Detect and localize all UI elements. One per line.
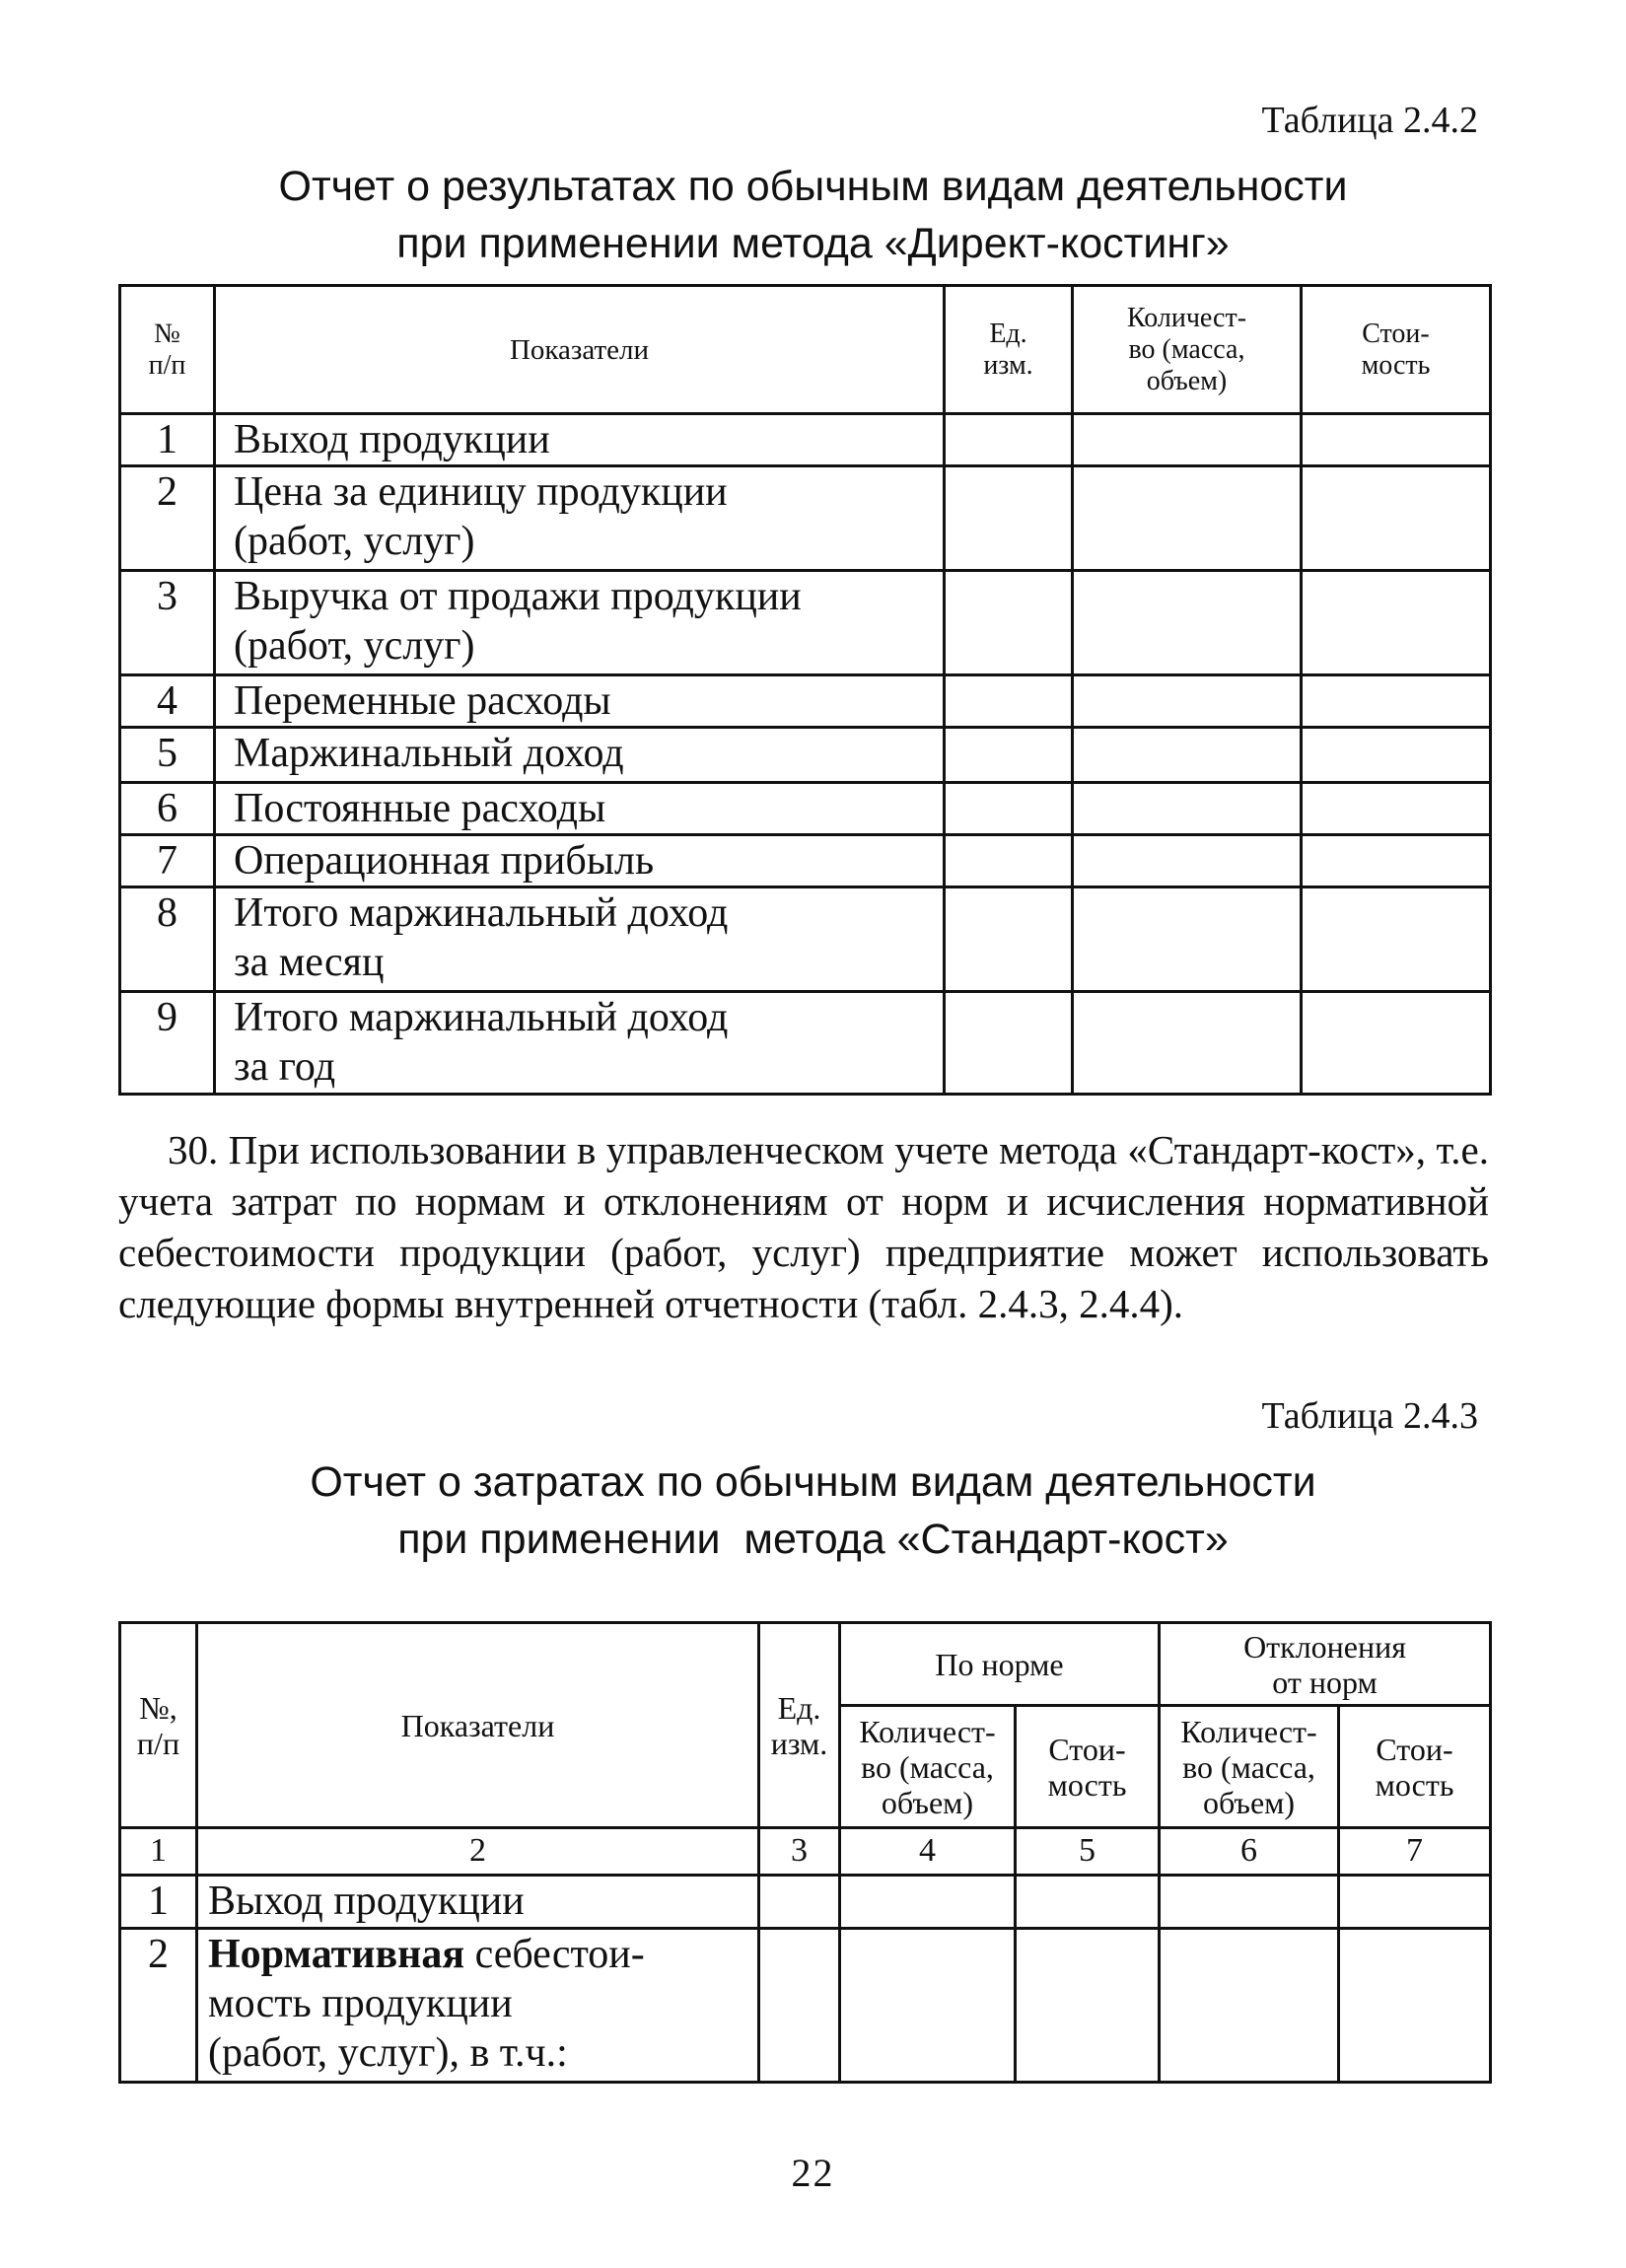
table-2-title-line-2: при применении метода «Стандарт-кост» bbox=[397, 1516, 1229, 1563]
body-paragraph: 30. При использовании в управленческом учете метода «Стандарт-кост», т.е. учета затрат по нормам и отклонениям от норм и исчисления нормативной себестоимости продукции (работ, услуг) предприятие может использовать следующие формы внутренней отчетности (табл. 2.4.3, 2.4.4). bbox=[118, 1127, 1489, 1326]
column-number: 6 bbox=[1160, 1828, 1339, 1876]
header-norm-cost: Стои- мость bbox=[1016, 1706, 1160, 1828]
row-norm-cost-cell bbox=[1016, 1876, 1160, 1929]
row-cost-cell bbox=[1302, 571, 1491, 675]
row-number: 9 bbox=[120, 992, 215, 1095]
table-2-title bbox=[0, 1453, 1626, 1568]
standard-cost-report-table bbox=[118, 1621, 1492, 2084]
page-number: 22 bbox=[791, 2151, 835, 2195]
table-2-title-line-1: Отчет о затратах по обычным видам деятельности bbox=[310, 1458, 1316, 1506]
row-number: 6 bbox=[120, 783, 215, 835]
row-cost-cell bbox=[1302, 466, 1491, 571]
row-quantity-cell bbox=[1073, 466, 1302, 571]
row-indicator: Переменные расходы bbox=[215, 675, 945, 728]
column-number: 3 bbox=[759, 1828, 840, 1876]
table-row bbox=[120, 835, 1491, 887]
header-num: №, п/п bbox=[120, 1623, 197, 1828]
table-2-label: Таблица 2.4.3 bbox=[1261, 1395, 1478, 1437]
row-dev-quantity-cell bbox=[1160, 1876, 1339, 1929]
row-norm-quantity-cell bbox=[840, 1929, 1016, 2083]
header-dev-cost: Стои- мость bbox=[1339, 1706, 1491, 1828]
header-by-norm: По норме bbox=[840, 1623, 1160, 1706]
row-quantity-cell bbox=[1073, 992, 1302, 1095]
table-1-title bbox=[0, 158, 1626, 272]
row-number: 3 bbox=[120, 571, 215, 675]
column-number: 5 bbox=[1016, 1828, 1160, 1876]
column-number-row bbox=[120, 1828, 1491, 1876]
row-number: 1 bbox=[120, 1876, 197, 1929]
row-unit-cell bbox=[945, 887, 1073, 992]
table-1-header-row bbox=[120, 286, 1491, 414]
table-row bbox=[120, 414, 1491, 466]
row-indicator bbox=[197, 1929, 759, 2083]
table-2-header-row-1 bbox=[120, 1623, 1491, 1706]
header-cost: Стои- мость bbox=[1302, 286, 1491, 414]
row-quantity-cell bbox=[1073, 571, 1302, 675]
table-row bbox=[120, 783, 1491, 835]
table-row bbox=[120, 571, 1491, 675]
table-row bbox=[120, 675, 1491, 728]
row-indicator: Выход продукции bbox=[197, 1876, 759, 1929]
row-unit-cell bbox=[945, 571, 1073, 675]
row-number: 7 bbox=[120, 835, 215, 887]
row-unit-cell bbox=[945, 728, 1073, 783]
header-indicators: Показатели bbox=[197, 1623, 759, 1828]
row-indicator: Итого маржинальный доход за месяц bbox=[215, 887, 945, 992]
header-unit: Ед. изм. bbox=[945, 286, 1073, 414]
header-deviations: Отклонения от норм bbox=[1160, 1623, 1491, 1706]
header-num: № п/п bbox=[120, 286, 215, 414]
row-quantity-cell bbox=[1073, 728, 1302, 783]
row-quantity-cell bbox=[1073, 783, 1302, 835]
row-dev-cost-cell bbox=[1339, 1929, 1491, 2083]
direct-costing-report-table bbox=[118, 284, 1492, 1096]
row-cost-cell bbox=[1302, 887, 1491, 992]
row-unit-cell bbox=[759, 1929, 840, 2083]
row-unit-cell bbox=[759, 1876, 840, 1929]
row-number: 2 bbox=[120, 1929, 197, 2083]
column-number: 7 bbox=[1339, 1828, 1491, 1876]
row-number: 4 bbox=[120, 675, 215, 728]
row-number: 8 bbox=[120, 887, 215, 992]
header-norm-quantity: Количест- во (масса, объем) bbox=[840, 1706, 1016, 1828]
row-indicator: Итого маржинальный доход за год bbox=[215, 992, 945, 1095]
row-unit-cell bbox=[945, 414, 1073, 466]
row-unit-cell bbox=[945, 783, 1073, 835]
row-number: 5 bbox=[120, 728, 215, 783]
row-indicator: Маржинальный доход bbox=[215, 728, 945, 783]
row-quantity-cell bbox=[1073, 414, 1302, 466]
row-indicator: Цена за единицу продукции (работ, услуг) bbox=[215, 466, 945, 571]
header-indicators: Показатели bbox=[215, 286, 945, 414]
column-number: 1 bbox=[120, 1828, 197, 1876]
row-cost-cell bbox=[1302, 835, 1491, 887]
row-indicator-bold: Нормативная bbox=[208, 1932, 465, 1977]
table-row bbox=[120, 728, 1491, 783]
row-indicator: Постоянные расходы bbox=[215, 783, 945, 835]
table-row bbox=[120, 1929, 1491, 2083]
row-indicator: Выручка от продажи продукции (работ, услуг) bbox=[215, 571, 945, 675]
row-quantity-cell bbox=[1073, 675, 1302, 728]
row-number: 2 bbox=[120, 466, 215, 571]
row-norm-cost-cell bbox=[1016, 1929, 1160, 2083]
row-unit-cell bbox=[945, 835, 1073, 887]
row-unit-cell bbox=[945, 466, 1073, 571]
row-cost-cell bbox=[1302, 675, 1491, 728]
row-dev-cost-cell bbox=[1339, 1876, 1491, 1929]
row-indicator: Выход продукции bbox=[215, 414, 945, 466]
row-cost-cell bbox=[1302, 992, 1491, 1095]
column-number: 4 bbox=[840, 1828, 1016, 1876]
header-unit: Ед. изм. bbox=[759, 1623, 840, 1828]
table-row bbox=[120, 992, 1491, 1095]
column-number: 2 bbox=[197, 1828, 759, 1876]
table-row bbox=[120, 466, 1491, 571]
row-quantity-cell bbox=[1073, 887, 1302, 992]
row-unit-cell bbox=[945, 675, 1073, 728]
row-dev-quantity-cell bbox=[1160, 1929, 1339, 2083]
row-norm-quantity-cell bbox=[840, 1876, 1016, 1929]
row-unit-cell bbox=[945, 992, 1073, 1095]
table-row bbox=[120, 1876, 1491, 1929]
row-cost-cell bbox=[1302, 783, 1491, 835]
row-indicator-rest: себестои- мость продукции (работ, услуг), в т.ч.: bbox=[208, 1932, 645, 2076]
table-1-title-line-2: при применении метода «Директ-костинг» bbox=[396, 220, 1230, 267]
header-dev-quantity: Количест- во (масса, объем) bbox=[1160, 1706, 1339, 1828]
header-quantity: Количест- во (масса, объем) bbox=[1073, 286, 1302, 414]
row-indicator: Операционная прибыль bbox=[215, 835, 945, 887]
row-cost-cell bbox=[1302, 728, 1491, 783]
table-1-title-line-1: Отчет о результатах по обычным видам деятельности bbox=[278, 163, 1348, 210]
row-number: 1 bbox=[120, 414, 215, 466]
row-quantity-cell bbox=[1073, 835, 1302, 887]
table-row bbox=[120, 887, 1491, 992]
table-1-label: Таблица 2.4.2 bbox=[1261, 100, 1478, 141]
row-cost-cell bbox=[1302, 414, 1491, 466]
